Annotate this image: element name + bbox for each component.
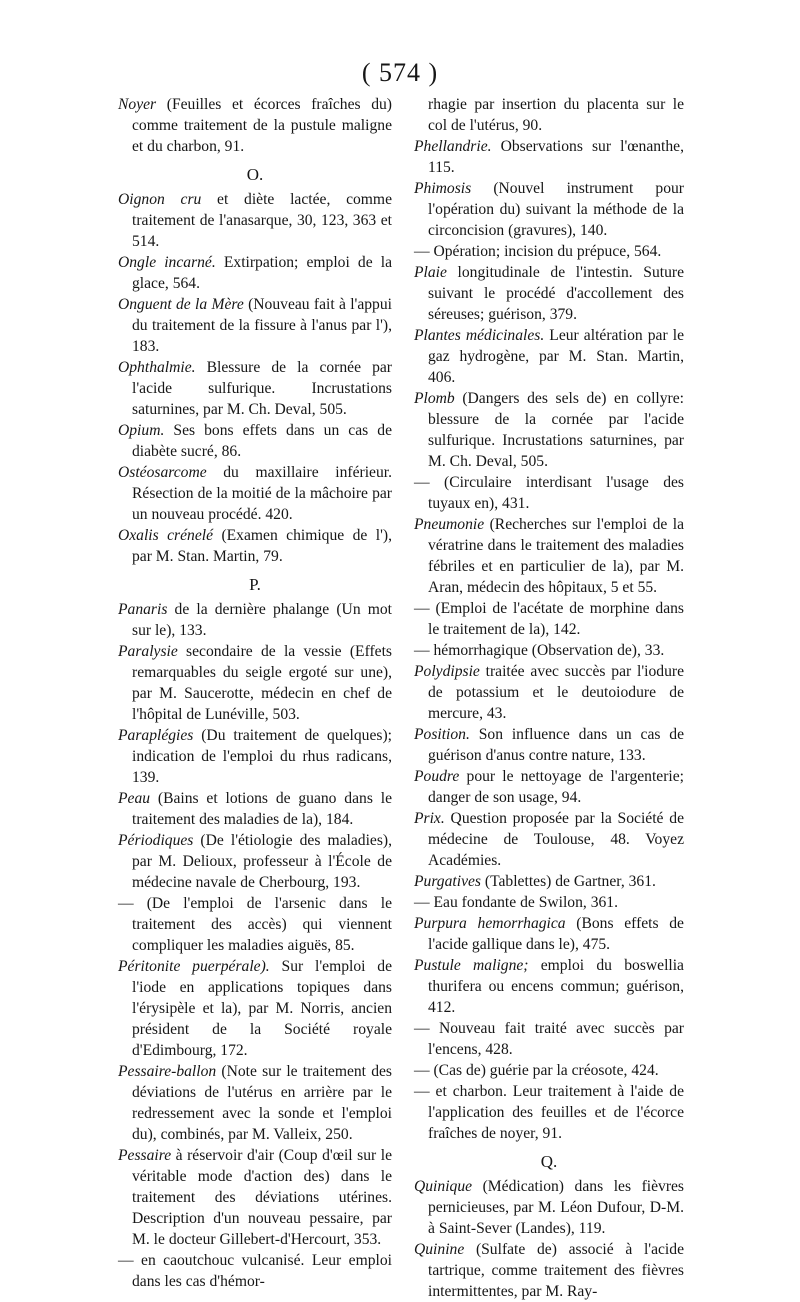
entry-text: rhagie par insertion du placenta sur le col de l'utérus, 90.	[428, 96, 684, 134]
entry-text: traitée avec succès par l'iodure de potassium et le deutoiodure de mercure, 43.	[428, 663, 684, 722]
right-column	[414, 94, 684, 1302]
index-entry	[118, 294, 392, 357]
index-entry	[414, 1060, 684, 1081]
index-entry	[414, 640, 684, 661]
index-entry	[118, 525, 392, 567]
index-entry	[414, 724, 684, 766]
entry-heading: Plantes médicinales.	[414, 327, 545, 344]
entry-text: (Bains et lotions de guano dans le traitement des maladies de la), 184.	[132, 790, 392, 828]
entry-heading: Noyer	[118, 96, 157, 113]
entry-text: et diète lactée, comme traitement de l'anasarque, 30, 123, 363 et 514.	[132, 191, 392, 250]
entry-heading: Péritonite puerpérale).	[118, 958, 270, 975]
entry-text: — hémorrhagique (Observation de), 33.	[414, 642, 665, 659]
entry-text: Extirpation; emploi de la glace, 564.	[132, 254, 392, 292]
entry-heading: Pessaire	[118, 1147, 172, 1164]
entry-heading: Ostéosarcome	[118, 464, 207, 481]
index-entry	[414, 892, 684, 913]
entry-text: Question proposée par la Société de médecine de Toulouse, 48. Voyez Académies.	[428, 810, 684, 869]
entry-text: Sur l'emploi de l'iode en applications topiques dans l'érysipèle et la), par M. Norris, ancien président de la Société royale d'Edimbourg, 172.	[132, 958, 392, 1059]
entry-text: Observations sur l'œnanthe, 115.	[428, 138, 684, 176]
index-entry	[414, 766, 684, 808]
index-entry	[414, 871, 684, 892]
entry-text: — (Cas de) guérie par la créosote, 424.	[414, 1062, 659, 1079]
entry-text: Ses bons effets dans un cas de diabète sucré, 86.	[132, 422, 392, 460]
entry-heading: Oxalis crénelé	[118, 527, 214, 544]
index-entry	[414, 136, 684, 178]
index-entry	[118, 893, 392, 956]
entry-heading: Phellandrie.	[414, 138, 492, 155]
entry-text: Son influence dans un cas de guérison d'anus contre nature, 133.	[428, 726, 684, 764]
entry-heading: Ongle incarné.	[118, 254, 216, 271]
entry-heading: Opium.	[118, 422, 165, 439]
entry-heading: Phimosis	[414, 180, 472, 197]
index-entry	[118, 788, 392, 830]
entry-text: (Recherches sur l'emploi de la vératrine dans le traitement des maladies fébriles et en particulier de la), par M. Aran, médecin des hôpitaux, 5 et 55.	[428, 516, 684, 596]
entry-text: (Nouvel instrument pour l'opération du) suivant la méthode de la circoncision (gravures), 140.	[428, 180, 684, 239]
entry-heading: Peau	[118, 790, 151, 807]
entry-heading: Ophthalmie.	[118, 359, 196, 376]
entry-heading: Purpura hemorrhagica	[414, 915, 566, 932]
entry-text: longitudinale de l'intestin. Suture suivant le procédé d'accollement des séreuses; guérison, 379.	[428, 264, 684, 323]
index-entry	[118, 725, 392, 788]
entry-heading: Plaie	[414, 264, 447, 281]
index-entry	[414, 325, 684, 388]
entry-heading: Paraplégies	[118, 727, 194, 744]
entry-heading: Position.	[414, 726, 470, 743]
entry-heading: Quinique	[414, 1178, 473, 1195]
entry-text: — et charbon. Leur traitement à l'aide de l'application des feuilles et de l'écorce fraîches de noyer, 91.	[414, 1083, 684, 1142]
entry-text: (Feuilles et écorces fraîches du) comme traitement de la pustule maligne et du charbon, 91.	[132, 96, 392, 155]
entry-text: Blessure de la cornée par l'acide sulfurique. Incrustations saturnines, par M. Ch. Deval, 505.	[132, 359, 392, 418]
index-entry	[414, 661, 684, 724]
index-entry	[118, 1250, 392, 1292]
page-number: ( 574 )	[361, 58, 439, 87]
entry-heading: Oignon cru	[118, 191, 202, 208]
index-entry	[118, 956, 392, 1061]
entry-heading: Quinine	[414, 1241, 465, 1258]
section-letter: Q.	[540, 1152, 558, 1171]
entry-text: de la dernière phalange (Un mot sur le), 133.	[132, 601, 392, 639]
entry-text: à réservoir d'air (Coup d'œil sur le véritable mode d'action des) dans le traitement des déviations utérines. Description d'un nouveau pessaire, par M. le docteur Gillebert-d'Hercourt, 353.	[132, 1147, 392, 1248]
index-entry	[414, 955, 684, 1018]
index-entry	[414, 94, 684, 136]
left-column	[118, 94, 392, 1292]
entry-text: du maxillaire inférieur. Résection de la moitié de la mâchoire par un nouveau procédé. 420.	[132, 464, 392, 523]
index-entry	[414, 598, 684, 640]
index-entry	[118, 462, 392, 525]
index-entry	[414, 472, 684, 514]
index-entry	[118, 1061, 392, 1145]
index-entry	[414, 808, 684, 871]
index-entry	[414, 1081, 684, 1144]
entry-text: (Dangers des sels de) en collyre: blessure de la cornée par l'acide sulfurique. Incrustations saturnines, par M. Ch. Deval, 505.	[428, 390, 684, 470]
entry-text: — (Emploi de l'acétate de morphine dans le traitement de la), 142.	[414, 600, 684, 638]
entry-text: (Examen chimique de l'), par M. Stan. Martin, 79.	[132, 527, 392, 565]
entry-text: (Bons effets de l'acide gallique dans le), 475.	[428, 915, 684, 953]
entry-text: — (De l'emploi de l'arsenic dans le traitement des accès) qui viennent compliquer les maladies aiguës, 85.	[118, 895, 392, 954]
index-entry	[414, 388, 684, 472]
entry-text: (Note sur le traitement des déviations de l'utérus en arrière par le redressement avec la sonde et l'emploi du), combinés, par M. Valleix, 250.	[132, 1063, 392, 1143]
entry-heading: Pessaire-ballon	[118, 1063, 217, 1080]
entry-heading: Périodiques	[118, 832, 194, 849]
entry-text: — Nouveau fait traité avec succès par l'encens, 428.	[414, 1020, 684, 1058]
index-entry	[118, 189, 392, 252]
index-entry	[118, 599, 392, 641]
index-entry	[414, 913, 684, 955]
entry-text: — (Circulaire interdisant l'usage des tuyaux en), 431.	[414, 474, 684, 512]
entry-text: (Tablettes) de Gartner, 361.	[480, 873, 656, 890]
entry-text: (Nouveau fait à l'appui du traitement de la fissure à l'anus par l'), 183.	[132, 296, 392, 355]
entry-text: — Opération; incision du prépuce, 564.	[414, 243, 662, 260]
index-entry	[118, 420, 392, 462]
entry-heading: Paralysie	[118, 643, 178, 660]
entry-text: — Eau fondante de Swilon, 361.	[414, 894, 618, 911]
entry-text: pour le nettoyage de l'argenterie; danger de son usage, 94.	[428, 768, 684, 806]
entry-text: (Médication) dans les fièvres pernicieuses, par M. Léon Dufour, D-M. à Saint-Sever (Landes), 119.	[428, 1178, 684, 1237]
index-entry	[414, 241, 684, 262]
entry-text: (Sulfate de) associé à l'acide tartrique, comme traitement des fièvres intermittentes, par M. Ray-	[428, 1241, 684, 1300]
index-entry	[118, 94, 392, 157]
entry-heading: Prix.	[414, 810, 445, 827]
index-entry	[414, 1018, 684, 1060]
entry-text: emploi du boswellia thurifera ou encens commun; guérison, 412.	[428, 957, 684, 1016]
index-entry	[414, 1239, 684, 1302]
index-entry	[414, 178, 684, 241]
index-entry	[118, 1145, 392, 1250]
entry-heading: Pustule maligne;	[414, 957, 529, 974]
entry-heading: Poudre	[414, 768, 460, 785]
entry-heading: Polydipsie	[414, 663, 480, 680]
index-entry	[118, 830, 392, 893]
index-entry	[414, 262, 684, 325]
entry-heading: Plomb	[414, 390, 455, 407]
entry-text: Leur altération par le gaz hydrogène, par M. Stan. Martin, 406.	[428, 327, 684, 386]
entry-heading: Onguent de la Mère	[118, 296, 244, 313]
index-entry	[118, 641, 392, 725]
entry-heading: Purgatives	[414, 873, 481, 890]
entry-text: — en caoutchouc vulcanisé. Leur emploi dans les cas d'hémor-	[118, 1252, 392, 1290]
index-entry	[118, 357, 392, 420]
entry-heading: Panaris	[118, 601, 168, 618]
entry-text: (De l'étiologie des maladies), par M. Delioux, professeur à l'École de médecine navale de Cherbourg, 193.	[132, 832, 392, 891]
section-letter: O.	[246, 165, 264, 184]
index-entry	[118, 252, 392, 294]
index-entry	[414, 1176, 684, 1239]
entry-text: (Du traitement de quelques); indication de l'emploi du rhus radicans, 139.	[132, 727, 392, 786]
index-entry	[414, 514, 684, 598]
entry-heading: Pneumonie	[414, 516, 485, 533]
entry-text: secondaire de la vessie (Effets remarquables du seigle ergoté sur une), par M. Saucerotte, médecin en chef de l'hôpital de Lunéville, 503.	[132, 643, 392, 723]
section-letter: P.	[249, 575, 261, 594]
